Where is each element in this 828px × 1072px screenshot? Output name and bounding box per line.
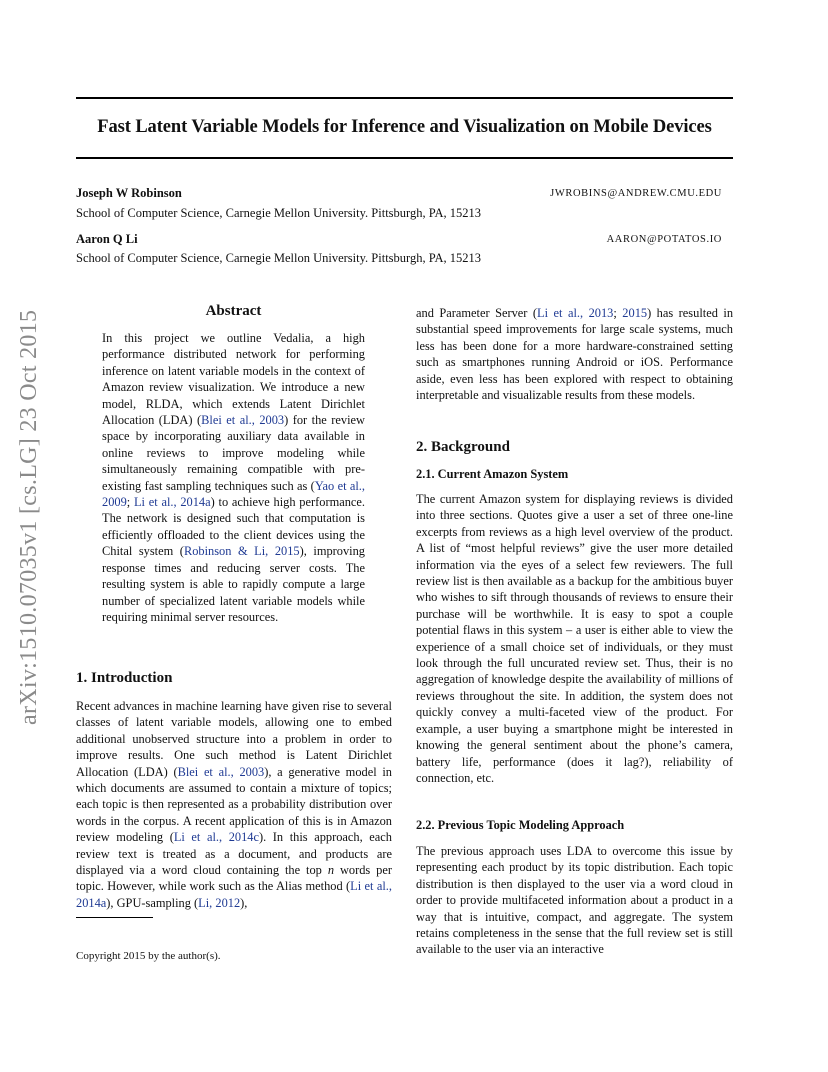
subsection-heading-previous-approach: 2.2. Previous Topic Modeling Approach [416,818,625,832]
abstract-heading: Abstract [205,303,262,319]
continuation-text-part: ; [613,306,623,320]
title-rule-bottom [76,157,733,159]
arxiv-stamp: arXiv:1510.07035v1 [cs.LG] 23 Oct 2015 [16,309,42,725]
author-affiliation-2: School of Computer Science, Carnegie Mellon University. Pittsburgh, PA, 15213 [76,251,482,265]
citation-link[interactable]: Blei et al., 2003 [201,413,285,428]
section-heading-background: 2. Background [416,439,510,455]
author-name-2: Aaron Q Li [76,232,138,246]
intro-text-part: ), [240,895,248,910]
citation-link[interactable]: Li et al., 2013 [537,306,614,320]
abstract-text-part: ) to achieve high performance. The network is designed such that computation is efficiently offloaded to the client devices using the Chital system ( [102,495,365,559]
intro-text-part: ), a generative model in which documents are assumed to contain a mixture of topics; each topic is then represented as a probability distribution over words in the corpus. A recent application of this is in Amazon review modeling ( [76,764,393,845]
citation-link[interactable]: Robinson & Li, 2015 [183,544,300,559]
abstract-text-part: ), improving response times and reducing server costs. The resulting system is able to rapidly compute a large number of specialized latent variable models while requiring minimal server resources. [102,544,366,624]
citation-link[interactable]: Li et al., 2014c [173,830,259,845]
continuation-text-part: and Parameter Server ( [416,306,538,320]
author-name-1: Joseph W Robinson [76,186,182,200]
abstract-text-part: ; [126,495,134,510]
footnote-rule [76,917,153,918]
math-variable-n: n [327,863,335,878]
author-email-1: JWROBINS@ANDREW.CMU.EDU [550,188,722,199]
intro-text-part: words per topic. However, while work such as the Alias method ( [76,863,392,894]
citation-link[interactable]: Li et al., 2014a [76,879,392,910]
abstract-text-part: In this project we outline Vedalia, a high performance distributed network for performing inference on latent variable models in the context of Amazon review visualization. We introduce a new model, RLDA, which extends Latent Dirichlet Allocation (LDA) ( [102,331,365,428]
author-affiliation-1: School of Computer Science, Carnegie Mellon University. Pittsburgh, PA, 15213 [76,206,482,220]
intro-text-part: Recent advances in machine learning have given rise to several classes of latent variable models, allowing one to embed additional unobserved structure into a problem in order to improve results. One such method is Latent Dirichlet Allocation (LDA) ( [76,699,392,779]
copyright-note: Copyright 2015 by the author(s). [76,950,221,962]
current-amazon-system-text: The current Amazon system for displaying reviews is divided into three sections. Quotes give a user a set of three one-line excerpts from reviews as a high level overview of the product. A list of “most helpful reviews” give the user more detailed information via the eyes of a select few reviewers. The full review list is then available as a backup for the ambitious buyer who wishes to sift through thousands of reviews to ensure their purchase will be worthwhile. It is easy to spot a couple potential flaws in this system – a user is either able to view the experience of a small choice set of individuals, or they must look through the full uncurated review set. Thus, their is no aggregation of knowledge despite the availability of millions of reviews throughout the site. In addition, the system does not quickly convey a multi-faceted view of the product. For example, a user buying a smartphone might be interested in knowing the general sentiment about the phone’s camera, battery life, performance (does it lag?), reliability of connection, etc. [416,492,733,785]
citation-link[interactable]: Yao et al., 2009 [102,478,365,510]
citation-link[interactable]: Li et al., 2014a [133,495,211,510]
author-email-2: AARON@POTATOS.IO [606,234,722,245]
abstract-text [102,330,365,625]
introduction-text [76,698,392,911]
intro-text-part: ), GPU-sampling ( [106,895,199,910]
title-rule-top [76,97,733,99]
paper-title: Fast Latent Variable Models for Inference and Visualization on Mobile Devices [97,117,712,137]
abstract-text-part: ) for the review space by incorporating auxiliary data available in online reviews to improve modeling while simultaneously remaining compatible with pre-existing fast sampling techniques such as ( [102,413,365,493]
continuation-text-part: ) has resulted in substantial speed improvements for large scale systems, much less has been done for a more hardware-constrained setting such as smartphones running Android or iOS. Performance aside, even less has been explored with respect to obtaining interpretable and visualizable results from these models. [416,306,734,403]
previous-approach-text: The previous approach uses LDA to overcome this issue by representing each product by its topic distribution. Each topic distribution is then displayed to the user via a word cloud in order to provide multifaceted information about a product in a way that is intuitive, compact, and aggregate. The system retains completeness in the sense that the full review set is still available to the user via an interactive [416,844,733,957]
intro-text-part: ). In this approach, each review text is treated as a document, and products are displayed via a word cloud containing the top [76,830,392,878]
section-heading-introduction: 1. Introduction [76,670,173,686]
citation-link[interactable]: Blei et al., 2003 [177,764,265,779]
subsection-heading-current-amazon: 2.1. Current Amazon System [416,467,569,481]
citation-link[interactable]: 2015 [622,306,648,320]
right-column-continuation [416,305,733,403]
citation-link[interactable]: Li, 2012 [198,895,241,910]
